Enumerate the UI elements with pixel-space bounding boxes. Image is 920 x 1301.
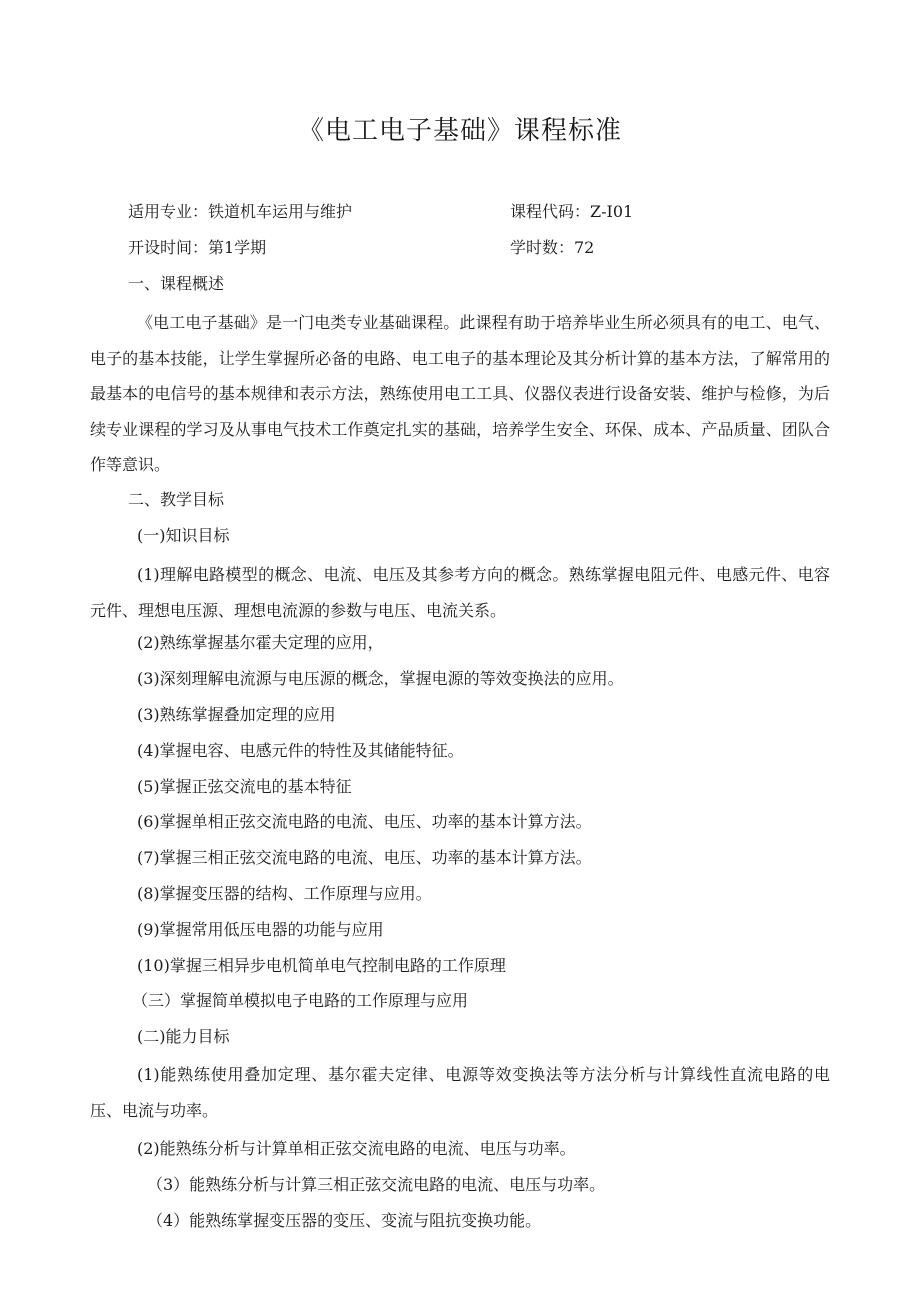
knowledge-item-10: (9)掌握常用低压电器的功能与应用 (137, 920, 384, 939)
subheading-knowledge-goals: (一)知识目标 (137, 526, 230, 545)
knowledge-item-8: (7)掌握三相正弦交流电路的电流、电压、功率的基本计算方法。 (137, 848, 592, 867)
knowledge-item-9: (8)掌握变压器的结构、工作原理与应用。 (137, 884, 432, 903)
knowledge-item-2: (2)熟练掌握基尔霍夫定理的应用， (137, 633, 384, 652)
section-heading-goals: 二、教学目标 (128, 490, 225, 509)
ability-item-1: (1)能熟练使用叠加定理、基尔霍夫定律、电源等效变换法等方法分析与计算线性直流电路的电压、电流与功率。 (90, 1065, 830, 1120)
knowledge-item-1: (1)理解电路模型的概念、电流、电压及其参考方向的概念。熟练掌握电阻元件、电感元件、电容元件、理想电压源、理想电流源的参数与电压、电流关系。 (90, 565, 830, 620)
ability-item-2: (2)能熟练分析与计算单相正弦交流电路的电流、电压与功率。 (137, 1139, 576, 1158)
knowledge-item-3: (3)深刻理解电流源与电压源的概念，掌握电源的等效变换法的应用。 (137, 669, 624, 688)
section-heading-overview: 一、课程概述 (128, 274, 225, 293)
page-title: 《电工电子基础》课程标准 (297, 116, 622, 146)
meta-hours: 学时数：72 (510, 238, 595, 257)
knowledge-item-7: (6)掌握单相正弦交流电路的电流、电压、功率的基本计算方法。 (137, 812, 592, 831)
meta-term: 开设时间：第1学期 (128, 238, 267, 257)
ability-item-4: （4）能熟练掌握变压器的变压、变流与阻抗变换功能。 (147, 1211, 542, 1230)
ability-item-3: （3）能熟练分析与计算三相正弦交流电路的电流、电压与功率。 (147, 1175, 606, 1194)
meta-course-code: 课程代码：Z-I01 (510, 202, 634, 221)
overview-paragraph: 《电工电子基础》是一门电类专业基础课程。此课程有助于培养毕业生所必须具有的电工、电气、电子的基本技能，让学生掌握所必备的电路、电工电子的基本理论及其分析计算的基本方法，了解常用的最基本的电信号的基本规律和表示方法，熟练使用电工工具、仪器仪表进行设备安装、维护与检修，为后续专业课程的学习及从事电气技术工作奠定扎实的基础，培养学生安全、环保、成本、产品质量、团队合作等意识。 (90, 313, 830, 474)
knowledge-item-11: (10)掌握三相异步电机简单电气控制电路的工作原理 (137, 956, 506, 975)
knowledge-item-4: (3)熟练掌握叠加定理的应用 (137, 705, 336, 724)
knowledge-item-12: （三）掌握简单模拟电子电路的工作原理与应用 (132, 991, 469, 1010)
meta-major: 适用专业：铁道机车运用与维护 (128, 202, 353, 221)
knowledge-item-5: (4)掌握电容、电感元件的特性及其储能特征。 (137, 741, 464, 760)
subheading-ability-goals: (二)能力目标 (137, 1027, 230, 1046)
knowledge-item-6: (5)掌握正弦交流电的基本特征 (137, 777, 352, 796)
